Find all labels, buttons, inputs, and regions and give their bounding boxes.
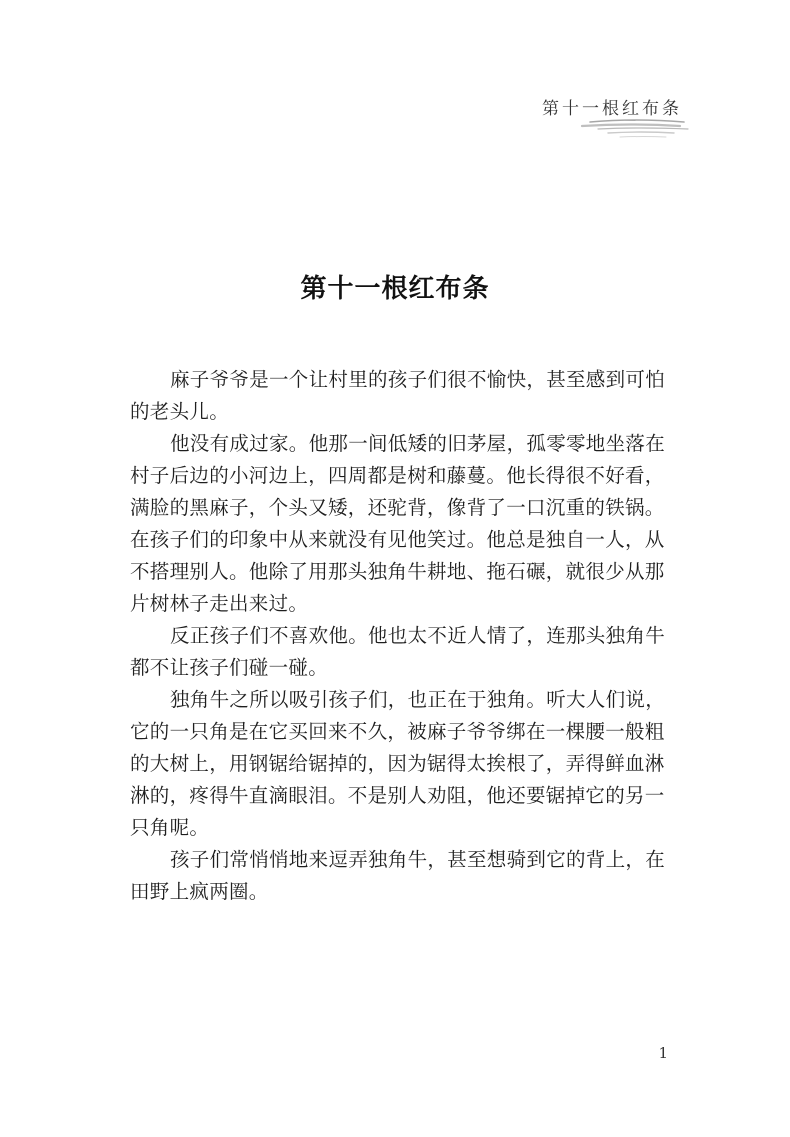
text-line: 只角呢。: [130, 816, 210, 839]
text-line: 它的一只角是在它买回来不久，被麻子爷爷绑在一棵腰一般粗: [130, 720, 665, 743]
paragraph: [130, 620, 667, 684]
text-line: 他没有成过家。他那一间低矮的旧茅屋，孤零零地坐落在: [170, 432, 666, 455]
brush-stroke-ornament: [580, 116, 690, 142]
text-line: 的大树上，用钢锯给锯掉的，因为锯得太挨根了，弄得鲜血淋: [130, 752, 665, 775]
text-line: 反正孩子们不喜欢他。他也太不近人情了，连那头独角牛: [170, 624, 666, 647]
page-number: 1: [658, 1044, 668, 1062]
text-line: 片树林子走出来过。: [130, 592, 309, 615]
chapter-title: 第十一根红布条: [300, 274, 490, 304]
text-line: 满脸的黑麻子，个头又矮，还驼背，像背了一口沉重的铁锅。: [130, 496, 665, 519]
paragraph: [130, 364, 667, 428]
text-line: 独角牛之所以吸引孩子们，也正在于独角。听大人们说，: [170, 688, 666, 711]
text-line: 田野上疯两圈。: [130, 880, 269, 903]
text-line: 都不让孩子们碰一碰。: [130, 656, 329, 679]
running-header: 第十一根红布条: [542, 99, 682, 119]
text-line: 麻子爷爷是一个让村里的孩子们很不愉快，甚至感到可怕: [170, 368, 666, 391]
paragraph: [130, 684, 667, 844]
text-line: 在孩子们的印象中从来就没有见他笑过。他总是独自一人，从: [130, 528, 665, 551]
text-line: 不搭理别人。他除了用那头独角牛耕地、拖石碾，就很少从那: [130, 560, 665, 583]
paragraph: [130, 844, 667, 908]
body-text: [130, 364, 667, 908]
text-line: 孩子们常悄悄地来逗弄独角牛，甚至想骑到它的背上，在: [170, 848, 666, 871]
paragraph: [130, 428, 667, 620]
text-line: 淋的，疼得牛直滴眼泪。不是别人劝阻，他还要锯掉它的另一: [130, 784, 665, 807]
text-line: 的老头儿。: [130, 400, 230, 423]
text-line: 村子后边的小河边上，四周都是树和藤蔓。他长得很不好看，: [130, 464, 665, 487]
